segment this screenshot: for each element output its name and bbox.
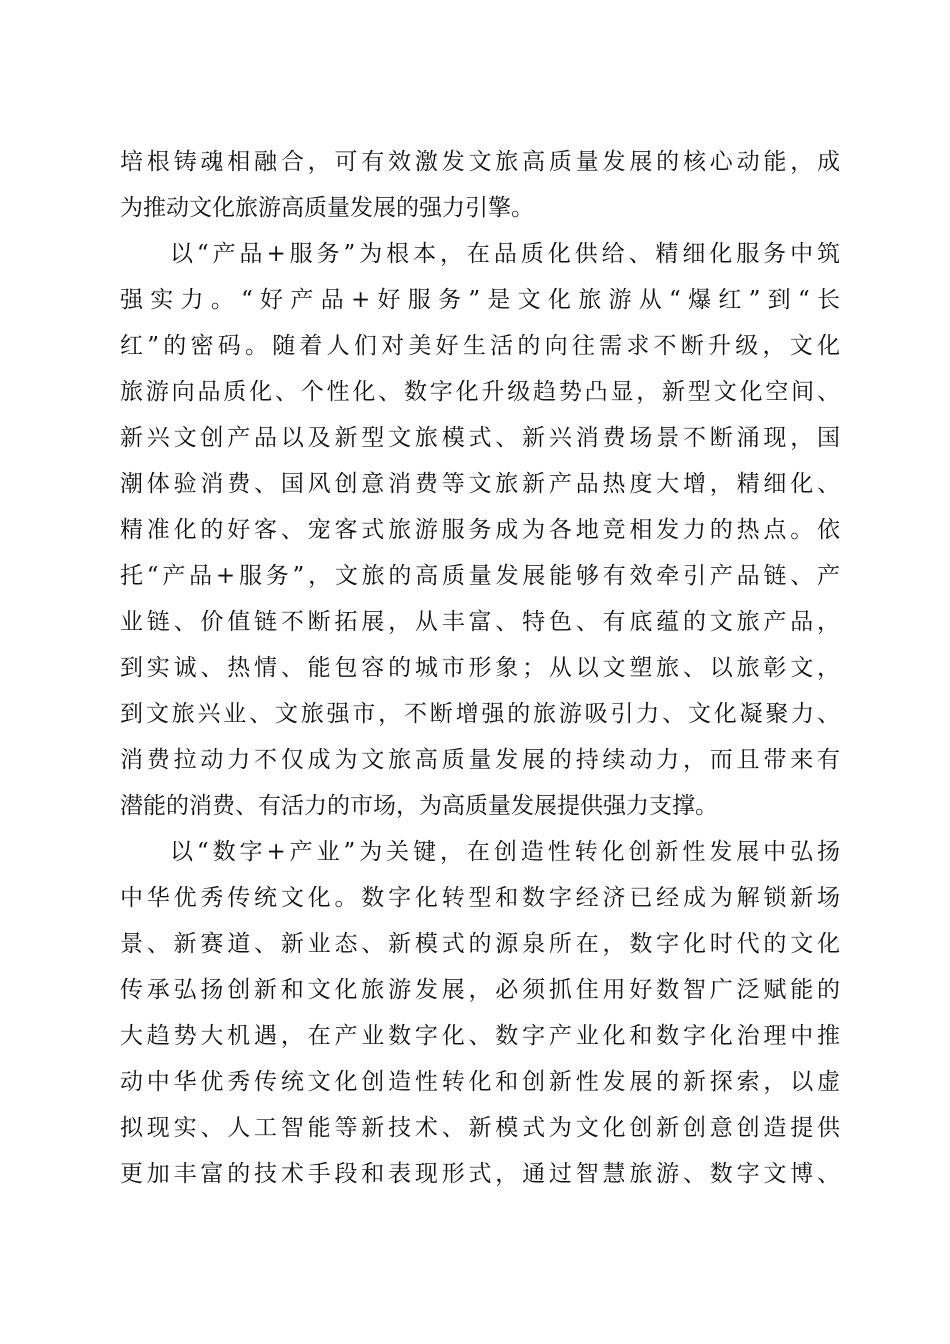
text-line: 中华优秀传统文化。数字化转型和数字经济已经成为解锁新场 — [120, 885, 840, 911]
text-line: 新兴文创产品以及新型文旅模式、新兴消费场景不断涌现，国 — [120, 425, 840, 451]
text-line: 业链、价值链不断拓展，从丰富、特色、有底蕴的文旅产品， — [120, 609, 840, 635]
text-line: 旅游向品质化、个性化、数字化升级趋势凸显，新型文化空间、 — [120, 379, 840, 405]
text-line: 为推动文化旅游高质量发展的强力引擎。 — [120, 195, 534, 221]
text-line: 托“产品+服务”，文旅的高质量发展能够有效牵引产品链、产 — [120, 563, 840, 589]
text-line: 传承弘扬创新和文化旅游发展，必须抓住用好数智广泛赋能的 — [120, 977, 840, 1003]
text-line: 以“数字+产业”为关键，在创造性转化创新性发展中弘扬 — [170, 839, 840, 865]
text-line: 潮体验消费、国风创意消费等文旅新产品热度大增，精细化、 — [120, 471, 840, 497]
text-line: 潜能的消费、有活力的市场，为高质量发展提供强力支撑。 — [120, 793, 718, 819]
text-line: 拟现实、人工智能等新技术、新模式为文化创新创意创造提供 — [120, 1115, 840, 1141]
text-line: 强实力。“好产品+好服务”是文化旅游从“爆红”到“长 — [120, 287, 840, 313]
text-line: 培根铸魂相融合，可有效激发文旅高质量发展的核心动能，成 — [120, 149, 840, 175]
text-line: 到文旅兴业、文旅强市，不断增强的旅游吸引力、文化凝聚力、 — [120, 701, 840, 727]
text-line: 更加丰富的技术手段和表现形式，通过智慧旅游、数字文博、 — [120, 1161, 840, 1187]
text-line: 消费拉动力不仅成为文旅高质量发展的持续动力，而且带来有 — [120, 747, 840, 773]
text-line: 红”的密码。随着人们对美好生活的向往需求不断升级，文化 — [120, 333, 840, 359]
text-line: 以“产品+服务”为根本，在品质化供给、精细化服务中筑 — [170, 241, 840, 267]
text-line: 景、新赛道、新业态、新模式的源泉所在，数字化时代的文化 — [120, 931, 840, 957]
text-line: 精准化的好客、宠客式旅游服务成为各地竞相发力的热点。依 — [120, 517, 840, 543]
text-line: 到实诚、热情、能包容的城市形象；从以文塑旅、以旅彰文， — [120, 655, 840, 681]
text-line: 动中华优秀传统文化创造性转化和创新性发展的新探索，以虚 — [120, 1069, 840, 1095]
text-line: 大趋势大机遇，在产业数字化、数字产业化和数字化治理中推 — [120, 1023, 840, 1049]
